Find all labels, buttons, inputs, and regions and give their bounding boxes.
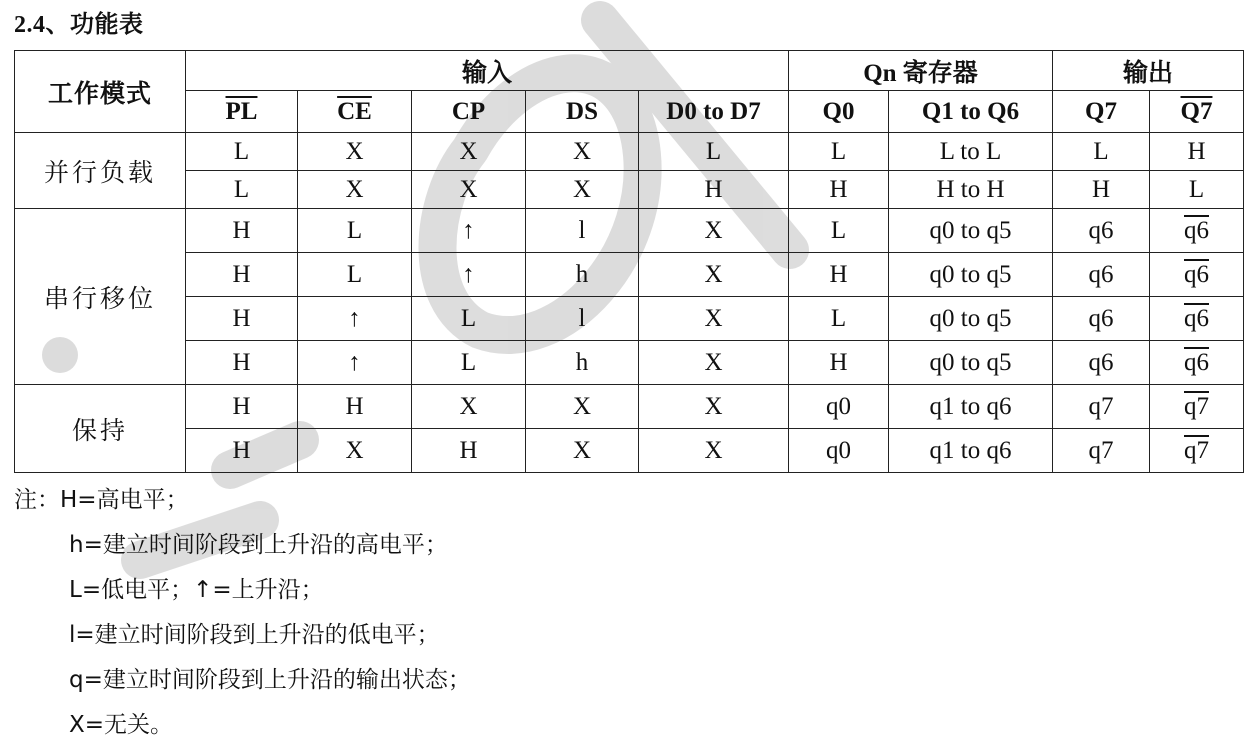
table-cell: q7: [1053, 429, 1150, 473]
table-cell: h: [526, 253, 639, 297]
table-cell: X: [639, 429, 789, 473]
col-header-pl: $\overline{PL}$: [186, 91, 298, 133]
table-cell: H: [186, 209, 298, 253]
mode-cell: 串行移位: [15, 209, 186, 385]
table-row: [15, 253, 1244, 297]
table-cell: q6: [1150, 253, 1244, 297]
mode-header: 工作模式: [15, 51, 186, 133]
table-cell: X: [526, 133, 639, 171]
table-cell: q0 to q5: [889, 297, 1053, 341]
table-cell: X: [298, 171, 412, 209]
table-cell: q7: [1150, 385, 1244, 429]
table-cell: q6: [1053, 209, 1150, 253]
table-row: [15, 341, 1244, 385]
section-title: 2.4、功能表: [14, 12, 144, 38]
table-cell: X: [639, 341, 789, 385]
table-cell: q6: [1150, 297, 1244, 341]
table-cell: H: [186, 297, 298, 341]
col-header-cp: CP: [412, 91, 526, 133]
table-cell: X: [526, 429, 639, 473]
table-cell: X: [412, 385, 526, 429]
table-row: [15, 429, 1244, 473]
table-cell: L: [412, 341, 526, 385]
table-cell: X: [412, 171, 526, 209]
note-line: q=建立时间阶段到上升沿的输出状态；: [69, 667, 471, 693]
table-cell: X: [298, 133, 412, 171]
note-line: l=建立时间阶段到上升沿的低电平；: [69, 622, 440, 648]
table-cell: H: [1053, 171, 1150, 209]
table-cell: X: [639, 253, 789, 297]
table-cell: H: [186, 385, 298, 429]
table-cell: X: [526, 385, 639, 429]
table-cell: L: [186, 171, 298, 209]
table-cell: L: [412, 297, 526, 341]
table-cell: H: [186, 341, 298, 385]
table-cell: ↑: [412, 209, 526, 253]
table-cell: H: [789, 341, 889, 385]
table-cell: l: [526, 209, 639, 253]
table-cell: L: [789, 133, 889, 171]
table-cell: H: [789, 253, 889, 297]
table-cell: L: [1053, 133, 1150, 171]
note-line: X=无关。: [69, 712, 174, 738]
table-cell: X: [298, 429, 412, 473]
table-cell: X: [526, 171, 639, 209]
table-cell: H: [1150, 133, 1244, 171]
table-row: [15, 133, 1244, 171]
table-cell: q6: [1150, 341, 1244, 385]
table-cell: q6: [1053, 297, 1150, 341]
table-cell: X: [639, 297, 789, 341]
mode-cell: 保持: [15, 385, 186, 473]
table-cell: q1 to q6: [889, 429, 1053, 473]
table-cell: ↑: [298, 341, 412, 385]
table-cell: X: [639, 385, 789, 429]
group-header-register: Qn 寄存器: [789, 51, 1053, 91]
function-table: [14, 50, 1244, 473]
table-cell: X: [639, 209, 789, 253]
table-cell: q6: [1053, 253, 1150, 297]
table-cell: l: [526, 297, 639, 341]
table-row: [15, 385, 1244, 429]
note-line: L=低电平；↑=上升沿；: [69, 577, 324, 603]
col-header-q7: Q7: [1053, 91, 1150, 133]
group-header-input: 输入: [186, 51, 789, 91]
table-cell: H: [639, 171, 789, 209]
table-cell: q6: [1150, 209, 1244, 253]
table-cell: L: [639, 133, 789, 171]
table-cell: ↑: [412, 253, 526, 297]
col-header-ds: DS: [526, 91, 639, 133]
col-header-ce: $\overline{CE}$: [298, 91, 412, 133]
notes: [14, 478, 471, 748]
table-cell: q0 to q5: [889, 209, 1053, 253]
table-cell: q0: [789, 429, 889, 473]
note-line: 注：H=高电平；: [14, 487, 189, 513]
table-cell: q0: [789, 385, 889, 429]
table-cell: h: [526, 341, 639, 385]
table-cell: L: [789, 297, 889, 341]
table-cell: H: [186, 429, 298, 473]
table-cell: q7: [1150, 429, 1244, 473]
col-header-q0: Q0: [789, 91, 889, 133]
col-header-d0-d7: D0 to D7: [639, 91, 789, 133]
table-cell: q0 to q5: [889, 253, 1053, 297]
table-body: [15, 133, 1244, 473]
table-cell: H: [789, 171, 889, 209]
note-line: h=建立时间阶段到上升沿的高电平；: [69, 532, 448, 558]
table-cell: q6: [1053, 341, 1150, 385]
table-cell: L: [1150, 171, 1244, 209]
table-row: [15, 297, 1244, 341]
table-cell: L to L: [889, 133, 1053, 171]
table-cell: q1 to q6: [889, 385, 1053, 429]
table-cell: H: [186, 253, 298, 297]
table-cell: H: [298, 385, 412, 429]
table-cell: L: [789, 209, 889, 253]
table-cell: L: [186, 133, 298, 171]
table-cell: X: [412, 133, 526, 171]
table-cell: L: [298, 253, 412, 297]
table-cell: q0 to q5: [889, 341, 1053, 385]
col-header-q7-bar: Q7: [1150, 91, 1244, 133]
table-row: [15, 171, 1244, 209]
mode-cell: 并行负载: [15, 133, 186, 209]
group-header-output: 输出: [1053, 51, 1244, 91]
table-cell: H: [412, 429, 526, 473]
table-cell: H to H: [889, 171, 1053, 209]
table-cell: q7: [1053, 385, 1150, 429]
table-cell: L: [298, 209, 412, 253]
table-row: [15, 209, 1244, 253]
table-cell: ↑: [298, 297, 412, 341]
col-header-q1-q6: Q1 to Q6: [889, 91, 1053, 133]
